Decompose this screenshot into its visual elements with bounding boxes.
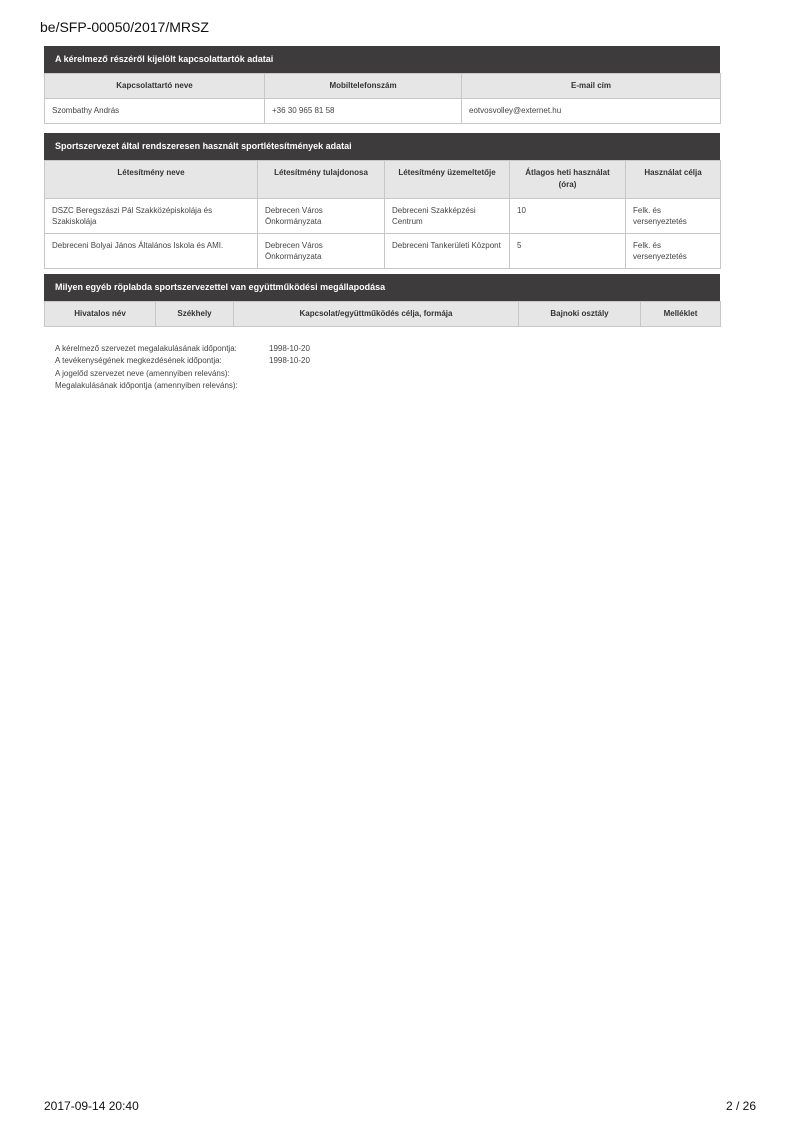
table-row [45,234,721,269]
page-number: 2 / 26 [725,1099,756,1113]
table-header-row [45,74,721,99]
info-row-founding-date [55,343,310,355]
email-cell: eotvosvolley@externet.hu [462,99,721,124]
document-id: be/SFP-00050/2017/MRSZ [40,19,209,35]
info-value: 1998-10-20 [269,356,310,366]
table-header-row [45,161,721,199]
facility-name-cell: DSZC Beregszászi Pál Szakközépiskolája és Szakiskolája [45,199,258,234]
info-row-predecessor-name [55,368,310,380]
column-header-facility-name: Létesítmény neve [45,161,258,199]
cooperation-table [44,301,721,327]
usage-purpose-cell: Felk. és versenyeztetés [626,199,721,234]
info-row-activity-start-date [55,355,310,367]
column-header-league-division: Bajnoki osztály [519,302,641,327]
table-row [45,199,721,234]
usage-purpose-cell: Felk. és versenyeztetés [626,234,721,269]
weekly-usage-cell: 5 [510,234,626,269]
info-row-predecessor-founding-date [55,380,310,392]
mobile-cell: +36 30 965 81 58 [265,99,462,124]
info-value: 1998-10-20 [269,344,310,353]
column-header-contact-name: Kapcsolattartó neve [45,74,265,99]
cooperation-section [44,274,720,327]
organization-info [55,343,310,392]
column-header-official-name: Hivatalos név [45,302,156,327]
column-header-usage-purpose: Használat célja [626,161,721,199]
cooperation-section-title: Milyen egyéb röplabda sportszervezettel van együttműködési megállapodása [44,274,720,301]
contact-name-cell: Szombathy András [45,99,265,124]
table-header-row [45,302,721,327]
info-label: A jogelőd szervezet neve (amennyiben releváns): [55,368,230,378]
column-header-facility-owner: Létesítmény tulajdonosa [258,161,385,199]
facilities-table [44,160,721,269]
facility-owner-cell: Debrecen Város Önkormányzata [258,199,385,234]
column-header-email: E-mail cím [462,74,721,99]
footer-timestamp: 2017-09-14 20:40 [44,1099,139,1113]
column-header-weekly-usage: Átlagos heti használat (óra) [510,161,626,199]
facilities-section [44,133,720,269]
table-row [45,99,721,124]
facility-operator-cell: Debreceni Szakképzési Centrum [385,199,510,234]
facilities-section-title: Sportszervezet által rendszeresen használt sportlétesítmények adatai [44,133,720,160]
column-header-facility-operator: Létesítmény üzemeltetője [385,161,510,199]
column-header-attachment: Melléklet [641,302,721,327]
contacts-table [44,73,721,124]
contacts-section [44,46,720,124]
contacts-section-title: A kérelmező részéről kijelölt kapcsolattartók adatai [44,46,720,73]
column-header-cooperation-purpose: Kapcsolat/együttműködés célja, formája [234,302,519,327]
column-header-mobile: Mobiltelefonszám [265,74,462,99]
weekly-usage-cell: 10 [510,199,626,234]
facility-name-cell: Debreceni Bolyai János Általános Iskola és AMI. [45,234,258,269]
column-header-headquarters: Székhely [156,302,234,327]
facility-operator-cell: Debreceni Tankerületi Központ [385,234,510,269]
facility-owner-cell: Debrecen Város Önkormányzata [258,234,385,269]
info-label: A tevékenységének megkezdésének időpontja: [55,356,222,366]
info-label: Megalakulásának időpontja (amennyiben releváns): [55,380,238,390]
info-label: A kérelmező szervezet megalakulásának időpontja: [55,344,237,353]
